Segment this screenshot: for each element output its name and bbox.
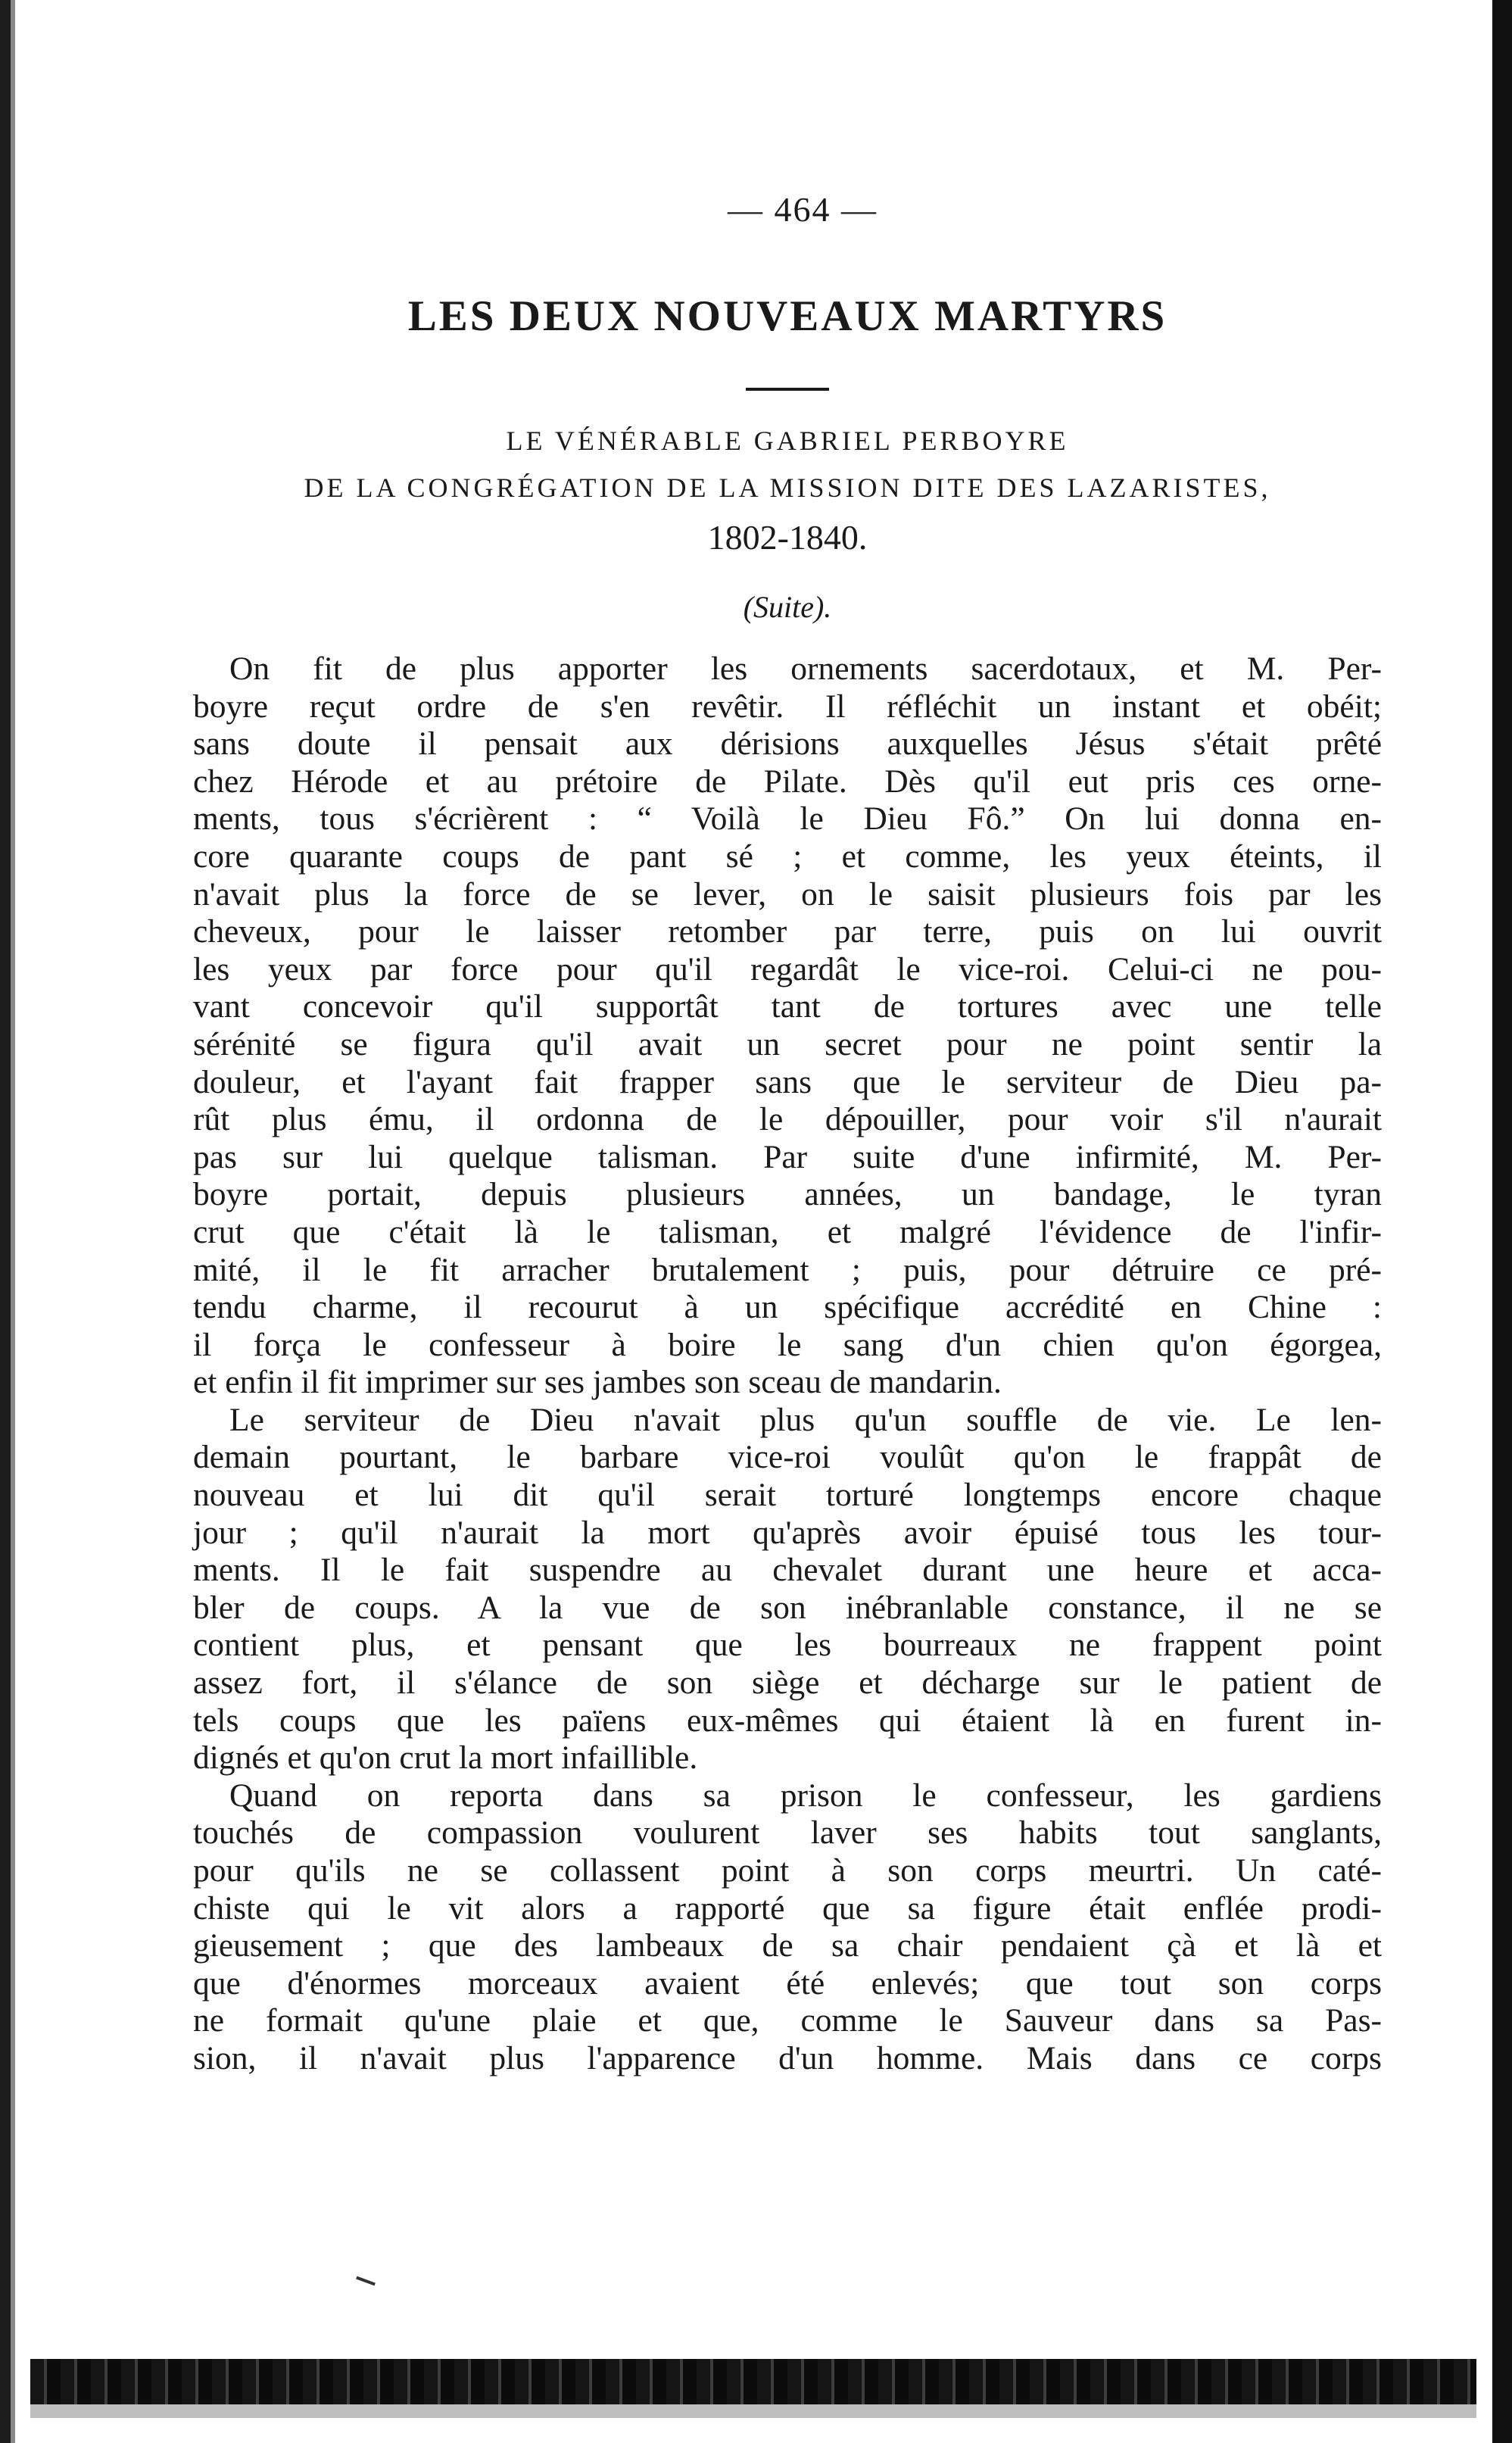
text-line: jour ; qu'il n'aurait la mort qu'après avoir épuisé tous les tour-	[193, 1514, 1382, 1551]
text-line: mité, il le fit arracher brutalement ; puis, pour détruire ce pré-	[193, 1251, 1382, 1288]
body-text	[193, 651, 1382, 2078]
subtitle-congregation: DE LA CONGRÉGATION DE LA MISSION DITE DES LAZARISTES,	[304, 473, 1271, 503]
stray-mark	[356, 2276, 376, 2286]
life-years: 1802-1840.	[707, 518, 868, 557]
continuation-note: (Suite).	[743, 590, 832, 624]
text-line: vant concevoir qu'il supportât tant de tortures avec une telle	[193, 988, 1382, 1025]
text-line: On fit de plus apporter les ornements sacerdotaux, et M. Per-	[229, 651, 1382, 687]
chapter-title: LES DEUX NOUVEAUX MARTYRS	[407, 292, 1168, 340]
text-line: contient plus, et pensant que les bourreaux ne frappent point	[193, 1627, 1382, 1664]
text-line: douleur, et l'ayant fait frapper sans que le serviteur de Dieu pa-	[193, 1063, 1382, 1100]
text-line: sion, il n'avait plus l'apparence d'un homme. Mais dans ce corps	[193, 2039, 1382, 2076]
text-line: crut que c'était là le talisman, et malgré l'évidence de l'infir-	[193, 1213, 1382, 1250]
scan-bottom-fade	[30, 2404, 1476, 2418]
text-line: gieusement ; que des lambeaux de sa chair pendaient çà et là et	[193, 1927, 1382, 1964]
text-line: ne formait qu'une plaie et que, comme le Sauveur dans sa Pas-	[193, 2002, 1382, 2039]
text-line: que d'énormes morceaux avaient été enlevés; que tout son corps	[193, 1964, 1382, 2002]
scan-edge-shadow	[1492, 0, 1512, 2443]
title-rule	[746, 388, 829, 391]
text-line: les yeux par force pour qu'il regardât le vice-roi. Celui-ci ne pou-	[193, 950, 1382, 987]
scan-bottom-strip	[30, 2359, 1476, 2404]
text-line: ments, tous s'écrièrent : “ Voilà le Dieu Fô.” On lui donna en-	[193, 800, 1382, 838]
text-line: tendu charme, il recourut à un spécifique accrédité en Chine :	[193, 1289, 1382, 1326]
text-line: chiste qui le vit alors a rapporté que sa figure était enflée prodi-	[193, 1889, 1382, 1927]
binding-shadow-fade	[11, 0, 15, 2443]
text-line: core quarante coups de pant sé ; et comme, les yeux éteints, il	[193, 838, 1382, 875]
text-line: n'avait plus la force de se lever, on le saisit plusieurs fois par les	[193, 875, 1382, 913]
text-line: sans doute il pensait aux dérisions auxquelles Jésus s'était prêté	[193, 725, 1382, 763]
text-line: demain pourtant, le barbare vice-roi voulût qu'on le frappât de	[193, 1439, 1382, 1476]
book-page	[193, 189, 1382, 2078]
text-line: Quand on reporta dans sa prison le confesseur, les gardiens	[229, 1777, 1382, 1814]
text-line: il força le confesseur à boire le sang d'un chien qu'on égorgea,	[193, 1326, 1382, 1363]
text-line: et enfin il fit imprimer sur ses jambes son sceau de mandarin.	[193, 1364, 1002, 1401]
text-line: tels coups que les païens eux-mêmes qui étaient là en furent in-	[193, 1702, 1382, 1739]
text-line: Le serviteur de Dieu n'avait plus qu'un souffle de vie. Le len-	[229, 1401, 1382, 1438]
text-line: ments. Il le fait suspendre au chevalet durant une heure et acca-	[193, 1552, 1382, 1589]
binding-shadow	[0, 0, 11, 2443]
text-line: pour qu'ils ne se collassent point à son corps meurtri. Un caté-	[193, 1852, 1382, 1889]
page-number: — 464 —	[728, 190, 878, 229]
text-line: nouveau et lui dit qu'il serait torturé longtemps encore chaque	[193, 1477, 1382, 1514]
text-line: cheveux, pour le laisser retomber par terre, puis on lui ouvrit	[193, 913, 1382, 950]
text-line: boyre reçut ordre de s'en revêtir. Il réfléchit un instant et obéit;	[193, 688, 1382, 725]
text-line: rût plus ému, il ordonna de le dépouiller, pour voir s'il n'aurait	[193, 1101, 1382, 1138]
text-line: boyre portait, depuis plusieurs années, un bandage, le tyran	[193, 1176, 1382, 1213]
text-line: assez fort, il s'élance de son siège et décharge sur le patient de	[193, 1665, 1382, 1702]
text-line: dignés et qu'on crut la mort infaillible.	[193, 1739, 698, 1777]
text-line: bler de coups. A la vue de son inébranlable constance, il ne se	[193, 1589, 1382, 1626]
text-line: touchés de compassion voulurent laver ses habits tout sanglants,	[193, 1814, 1382, 1852]
text-line: sérénité se figura qu'il avait un secret pour ne point sentir la	[193, 1025, 1382, 1062]
text-line: pas sur lui quelque talisman. Par suite d'une infirmité, M. Per-	[193, 1138, 1382, 1175]
subtitle-name: LE VÉNÉRABLE GABRIEL PERBOYRE	[506, 426, 1069, 456]
text-line: chez Hérode et au prétoire de Pilate. Dès qu'il eut pris ces orne-	[193, 763, 1382, 800]
